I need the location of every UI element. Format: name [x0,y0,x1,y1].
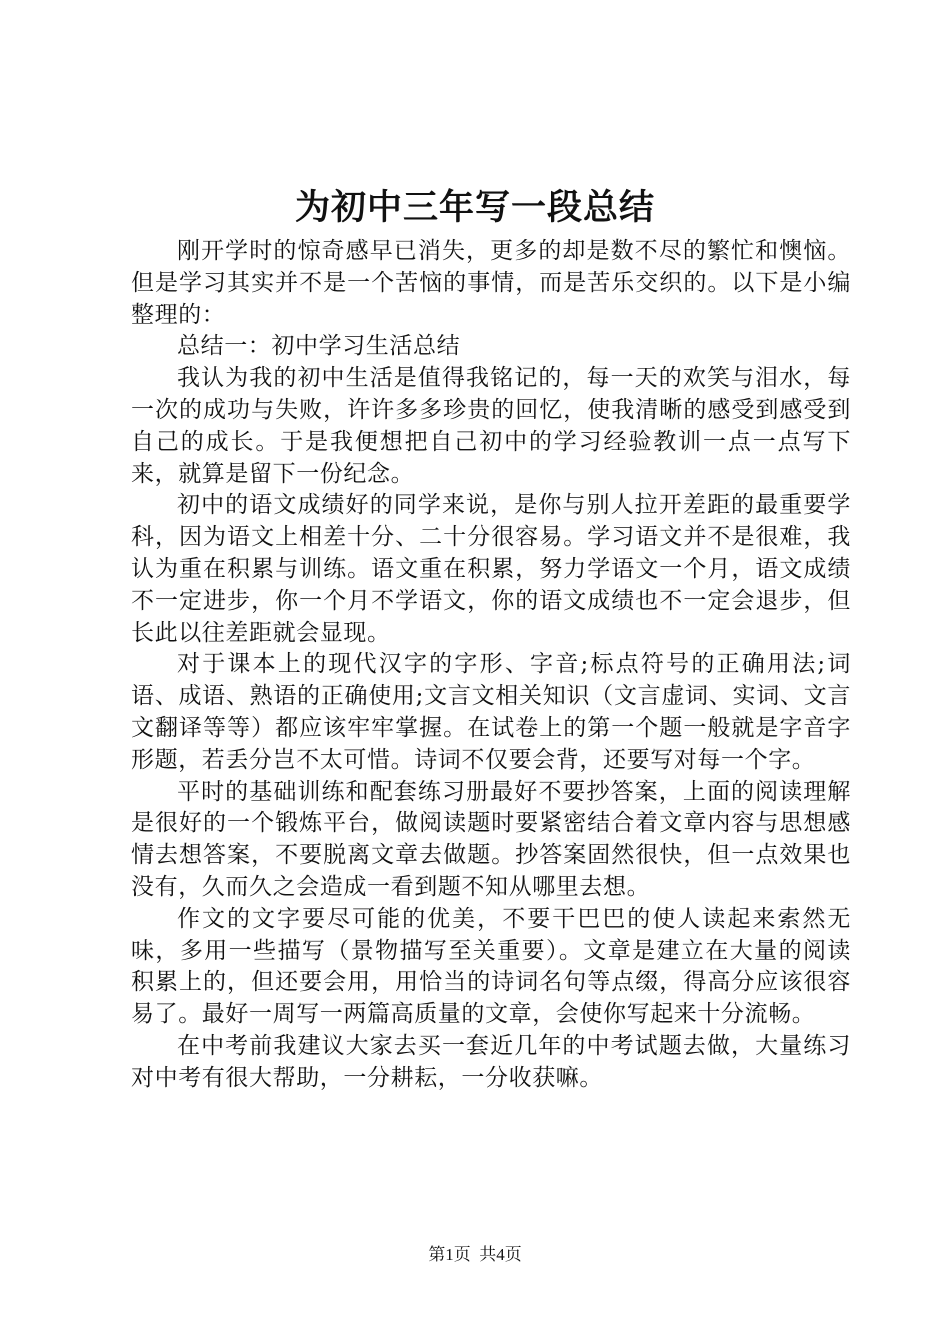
intro-paragraph: 刚开学时的惊奇感早已消失，更多的却是数不尽的繁忙和懊恼。但是学习其实并不是一个苦恼的事情，而是苦乐交织的。以下是小编整理的： [131,238,851,328]
body-paragraph: 对于课本上的现代汉字的字形、字音;标点符号的正确用法;词语、成语、熟语的正确使用;文言文相关知识（文言虚词、实词、文言文翻译等等）都应该牢牢掌握。在试卷上的第一个题一般就是字音字形题，若丢分岂不太可惜。诗词不仅要会背，还要写对每一个字。 [131,651,851,773]
body-paragraph: 我认为我的初中生活是值得我铭记的，每一天的欢笑与泪水，每一次的成功与失败，许许多多珍贵的回忆，使我清晰的感受到感受到自己的成长。于是我便想把自己初中的学习经验教训一点一点写下来，就算是留下一份纪念。 [131,365,851,487]
page-number: 第1页 [428,1245,471,1264]
page-footer [0,1244,950,1266]
body-paragraph: 初中的语文成绩好的同学来说，是你与别人拉开差距的最重要学科，因为语文上相差十分、二十分很容易。学习语文并不是很难，我认为重在积累与训练。语文重在积累，努力学语文一个月，语文成绩不一定进步，你一个月不学语文，你的语文成绩也不一定会退步，但长此以往差距就会显现。 [131,492,851,646]
page-total: 共4页 [479,1245,522,1264]
body-paragraph: 在中考前我建议大家去买一套近几年的中考试题去做，大量练习对中考有很大帮助，一分耕耘，一分收获嘛。 [131,1032,851,1091]
section-heading: 总结一：初中学习生活总结 [177,333,461,360]
document-title: 为初中三年写一段总结 [294,188,655,228]
body-paragraph: 平时的基础训练和配套练习册最好不要抄答案，上面的阅读理解是很好的一个锻炼平台，做阅读题时要紧密结合着文章内容与思想感情去想答案，不要脱离文章去做题。抄答案固然很快，但一点效果也没有，久而久之会造成一看到题不知从哪里去想。 [131,778,851,900]
body-paragraph: 作文的文字要尽可能的优美，不要干巴巴的使人读起来索然无味，多用一些描写（景物描写至关重要）。文章是建立在大量的阅读积累上的，但还要会用，用恰当的诗词名句等点缀，得高分应该很容易了。最好一周写一两篇高质量的文章，会使你写起来十分流畅。 [131,905,851,1028]
document-body [131,236,851,1095]
